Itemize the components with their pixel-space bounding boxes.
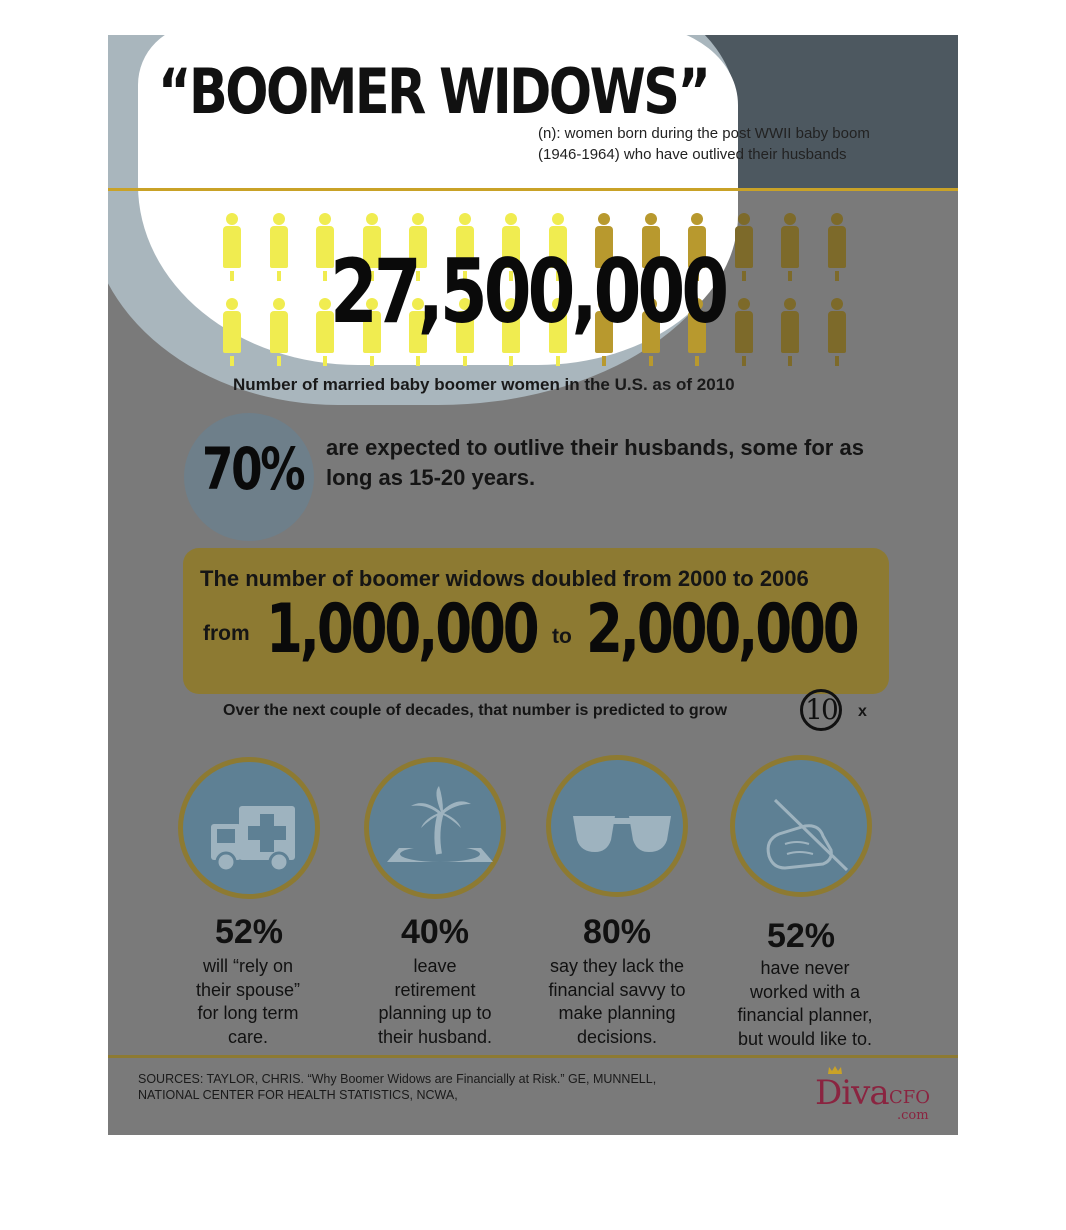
woman-figure-icon [823,298,851,368]
stat-line: but would like to. [737,1028,873,1049]
header-divider [108,188,958,191]
from-label: from [203,622,250,645]
palm-island-icon [369,762,511,904]
stat-line: their husband. [377,1026,493,1047]
stat-line: financial planner, [737,1005,873,1025]
woman-figure-icon [776,213,804,283]
stat-circle-planner [730,755,872,897]
definition-line: (1946-1964) who have outlived their husbands [538,146,847,163]
stat-line: make planning [558,1003,676,1023]
stat-description [512,955,722,1049]
stat-percent: 40% [400,913,470,951]
stat-description [335,955,535,1049]
definition-line: (n): women born during the post WWII baby boom [538,125,870,142]
growth-suffix: x [858,703,867,720]
woman-figure-icon [265,213,293,283]
page-title: “BOOMER WIDOWS” [158,55,709,128]
stat-line: their spouse” [195,979,301,1000]
stat-circle-savvy [546,755,688,897]
stat-line: decisions. [576,1026,658,1047]
married-count: 27,500,000 [330,240,726,343]
sources-line: NATIONAL CENTER FOR HEALTH STATISTICS, NCWA, [138,1088,458,1102]
stat-line: financial savvy to [548,979,686,1000]
stat-line: planning up to [378,1003,492,1023]
stat-line: retirement [394,979,476,1000]
stat-percent: 52% [766,917,836,955]
married-caption: Number of married baby boomer women in the U.S. as of 2010 [233,375,735,394]
footer-divider [108,1055,958,1058]
stat-percent: 80% [582,913,652,951]
stat-circle-retirement [364,757,506,899]
stat-percent: 52% [214,913,284,951]
ambulance-icon [183,762,325,904]
woman-figure-icon [823,213,851,283]
growth-factor-badge: 10 [800,689,842,731]
to-label: to [552,625,572,648]
woman-figure-icon [730,213,758,283]
growth-text: Over the next couple of decades, that number is predicted to grow [223,702,728,719]
sunglasses-icon [551,760,693,902]
outlive-percent: 70% [202,435,304,503]
outlive-text: are expected to outlive their husbands, some for as long as 15-20 years. [326,435,864,490]
stat-line: worked with a [749,981,861,1002]
logo-diva: Diva [815,1073,889,1113]
divacfo-logo [815,1065,945,1125]
from-value: 1,000,000 [266,590,537,669]
woman-figure-icon [776,298,804,368]
woman-figure-icon [730,298,758,368]
to-value: 2,000,000 [586,590,857,669]
sources [138,1071,758,1103]
stat-circle-care [178,757,320,899]
stat-line: say they lack the [549,956,685,976]
definition [538,123,870,165]
infographic-poster [108,35,958,1135]
stat-line: will “rely on [202,956,294,976]
signing-hand-icon [735,760,877,902]
woman-figure-icon [218,298,246,368]
stat-line: leave [413,956,457,976]
stat-line: have never [760,958,850,978]
logo-com: .com [897,1108,929,1123]
stat-line: care. [227,1026,269,1047]
stat-description [148,955,348,1049]
stat-description [700,957,910,1051]
woman-figure-icon [218,213,246,283]
doubled-headline: The number of boomer widows doubled from 2000 to 2006 [200,566,809,591]
stat-line: for long term [197,1003,299,1023]
woman-figure-icon [265,298,293,368]
sources-line: SOURCES: TAYLOR, CHRIS. “Why Boomer Widows are Financially at Risk.” GE, MUNNELL, [138,1072,657,1086]
logo-cfo: CFO [889,1087,931,1108]
